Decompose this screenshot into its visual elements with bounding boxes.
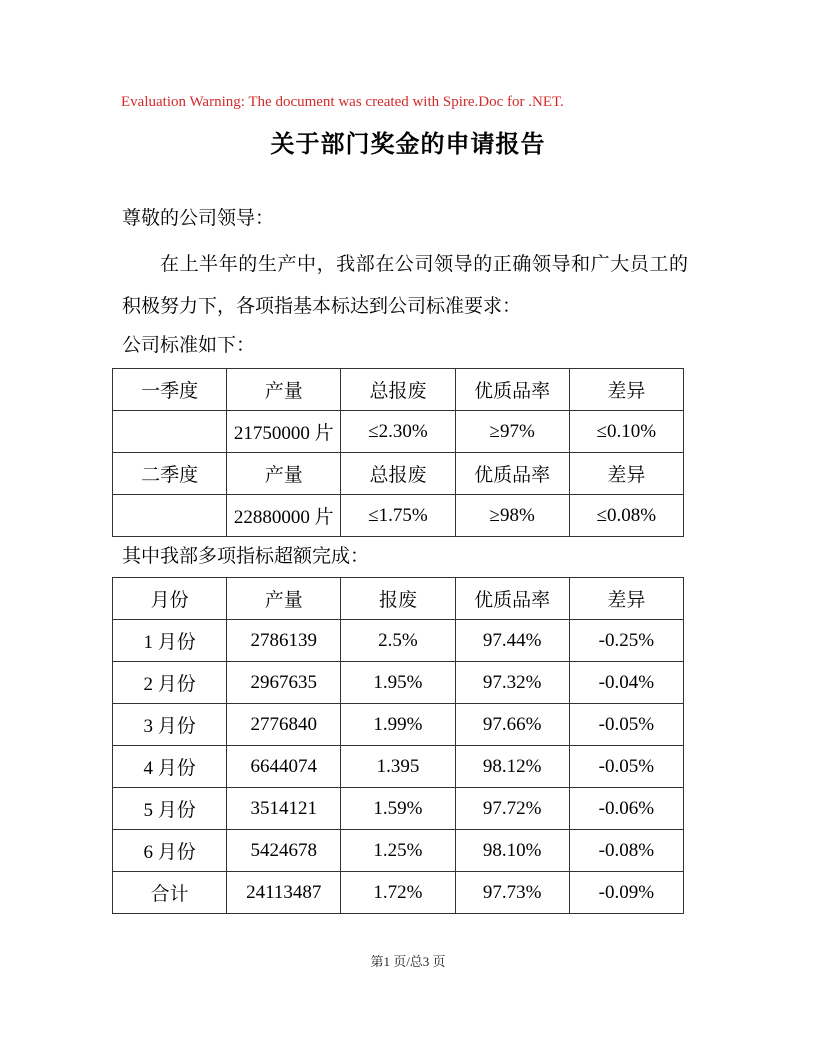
table-cell: -0.25% [569,620,683,662]
table-cell: ≥98% [455,495,569,537]
table-cell: 产量 [227,369,341,411]
page-number-footer: 第1 页/总3 页 [370,954,446,969]
table-cell: 二季度 [113,453,227,495]
table-cell: 1.72% [341,872,455,914]
table-cell: 97.73% [455,872,569,914]
table-cell: 1 月份 [113,620,227,662]
table-cell: 22880000 片 [227,495,341,537]
table-cell: 1.59% [341,788,455,830]
table-header-cell: 月份 [113,578,227,620]
table-cell: 3 月份 [113,704,227,746]
greeting-line: 尊敬的公司领导： [122,208,275,229]
table-row [113,411,684,453]
table-cell: 3514121 [227,788,341,830]
table-cell: 1.25% [341,830,455,872]
table-row [113,746,684,788]
table-cell: -0.06% [569,788,683,830]
table-cell: 2776840 [227,704,341,746]
table-cell [113,495,227,537]
table-row [113,620,684,662]
table-cell: 98.10% [455,830,569,872]
table-cell: -0.09% [569,872,683,914]
table-cell: -0.04% [569,662,683,704]
table-header-cell: 报废 [341,578,455,620]
table-header-cell: 产量 [227,578,341,620]
quarterly-standards-table-body [113,369,684,537]
table-cell: 21750000 片 [227,411,341,453]
standards-intro-label: 公司标准如下： [122,335,256,356]
table-cell: 总报废 [341,369,455,411]
table-cell: -0.05% [569,746,683,788]
table-cell: -0.08% [569,830,683,872]
table-row [113,453,684,495]
table-cell: 98.12% [455,746,569,788]
table-cell: 差异 [569,369,683,411]
document-title: 关于部门奖金的申请报告 [270,132,546,158]
table-row [113,788,684,830]
table-cell: 5424678 [227,830,341,872]
table-cell: 2967635 [227,662,341,704]
table-header-cell: 优质品率 [455,578,569,620]
table-header-row [113,578,684,620]
table-cell: ≤0.10% [569,411,683,453]
table-cell: ≤0.08% [569,495,683,537]
table-cell: 5 月份 [113,788,227,830]
table-cell: 2786139 [227,620,341,662]
table-cell: 一季度 [113,369,227,411]
table-header-cell: 差异 [569,578,683,620]
table-row [113,872,684,914]
monthly-results-table-body [113,620,684,914]
table-cell: 97.32% [455,662,569,704]
table-cell: 97.44% [455,620,569,662]
table-cell: -0.05% [569,704,683,746]
table-cell: 2.5% [341,620,455,662]
monthly-results-table-head [113,578,684,620]
table-cell: 差异 [569,453,683,495]
table-cell: 24113487 [227,872,341,914]
table-row [113,495,684,537]
monthly-results-table [112,577,684,914]
table-cell: 1.95% [341,662,455,704]
table-row [113,704,684,746]
table-row [113,830,684,872]
table-cell: 优质品率 [455,369,569,411]
table-cell: 97.66% [455,704,569,746]
evaluation-warning-text: Evaluation Warning: The document was created with Spire.Doc for .NET. [121,94,564,110]
quarterly-standards-table [112,368,684,537]
table-cell: 优质品率 [455,453,569,495]
table-cell: 6 月份 [113,830,227,872]
table-cell: 97.72% [455,788,569,830]
table-cell: ≤2.30% [341,411,455,453]
table-row [113,369,684,411]
overachievement-intro-label: 其中我部多项指标超额完成： [122,546,370,567]
table-cell: ≤1.75% [341,495,455,537]
body-paragraph: 在上半年的生产中，我部在公司领导的正确领导和广大员工的积极努力下，各项指基本标达到公司标准要求： [122,254,688,317]
table-cell: 1.99% [341,704,455,746]
table-cell: 6644074 [227,746,341,788]
table-cell: 合计 [113,872,227,914]
table-cell: 4 月份 [113,746,227,788]
table-cell: 总报废 [341,453,455,495]
table-row [113,662,684,704]
table-cell: ≥97% [455,411,569,453]
table-cell: 2 月份 [113,662,227,704]
table-cell [113,411,227,453]
table-cell: 1.395 [341,746,455,788]
table-cell: 产量 [227,453,341,495]
